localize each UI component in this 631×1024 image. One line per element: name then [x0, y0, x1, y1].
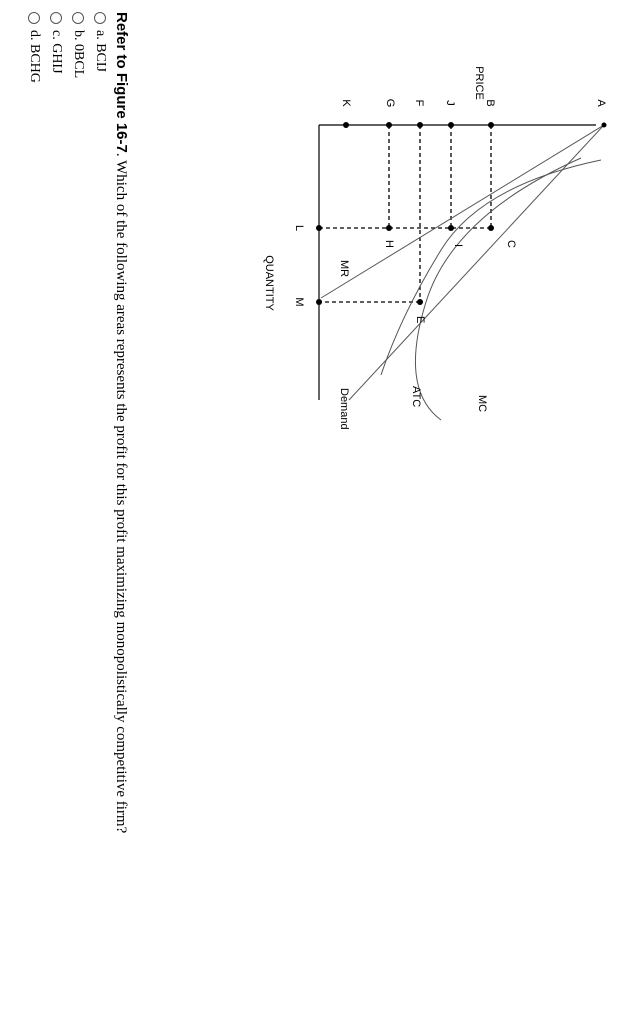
question-reference: Refer to Figure 16-7	[113, 12, 130, 153]
question-prompt: . Which of the following areas represents the profit for this profit maximizing monopolistically competitive firm?	[113, 152, 129, 834]
mr-curve	[321, 125, 604, 298]
label-I: I	[452, 244, 464, 248]
label-E: E	[414, 316, 426, 324]
label-K: K	[340, 99, 352, 107]
radio-button-d[interactable]	[28, 12, 40, 24]
label-A: A	[595, 99, 607, 107]
label-L: L	[293, 224, 305, 232]
point-A	[602, 123, 607, 128]
point-E	[417, 299, 423, 305]
option-b[interactable]	[67, 12, 89, 1012]
label-H: H	[383, 240, 395, 248]
point-I	[448, 225, 454, 231]
radio-button-a[interactable]	[94, 12, 106, 24]
point-G	[386, 122, 392, 128]
label-MR: MR	[338, 260, 350, 278]
point-H	[386, 225, 392, 231]
label-B: B	[484, 99, 496, 107]
option-d-label: d. BCHG	[27, 30, 42, 83]
label-Demand: Demand	[338, 388, 350, 430]
price-axis-label: PRICE	[473, 66, 485, 100]
point-C	[488, 225, 494, 231]
option-b-label: b. 0BCL	[71, 30, 86, 79]
point-M	[316, 299, 322, 305]
figure-16-7	[131, 0, 631, 1024]
label-J: J	[444, 100, 456, 106]
option-a-label: a. BCIJ	[93, 30, 108, 72]
option-c[interactable]	[45, 12, 67, 1012]
quantity-axis-label: QUANTITY	[263, 255, 275, 311]
label-C: C	[505, 240, 517, 248]
radio-button-b[interactable]	[72, 12, 84, 24]
label-F: F	[413, 99, 425, 107]
atc-curve	[415, 158, 581, 420]
mc-curve	[381, 160, 601, 375]
radio-button-c[interactable]	[50, 12, 62, 24]
label-ATC: ATC	[410, 386, 422, 408]
point-B	[488, 122, 494, 128]
option-a[interactable]	[89, 12, 111, 1012]
point-J	[448, 122, 454, 128]
point-K	[343, 122, 349, 128]
label-MC: MC	[476, 395, 488, 413]
label-G: G	[384, 98, 396, 108]
point-L	[316, 225, 322, 231]
point-F	[417, 122, 423, 128]
option-c-label: c. GHIJ	[49, 30, 64, 74]
question-text	[111, 12, 131, 1012]
option-d[interactable]	[23, 12, 45, 1012]
label-M: M	[293, 297, 305, 307]
question-block	[23, 12, 131, 1012]
